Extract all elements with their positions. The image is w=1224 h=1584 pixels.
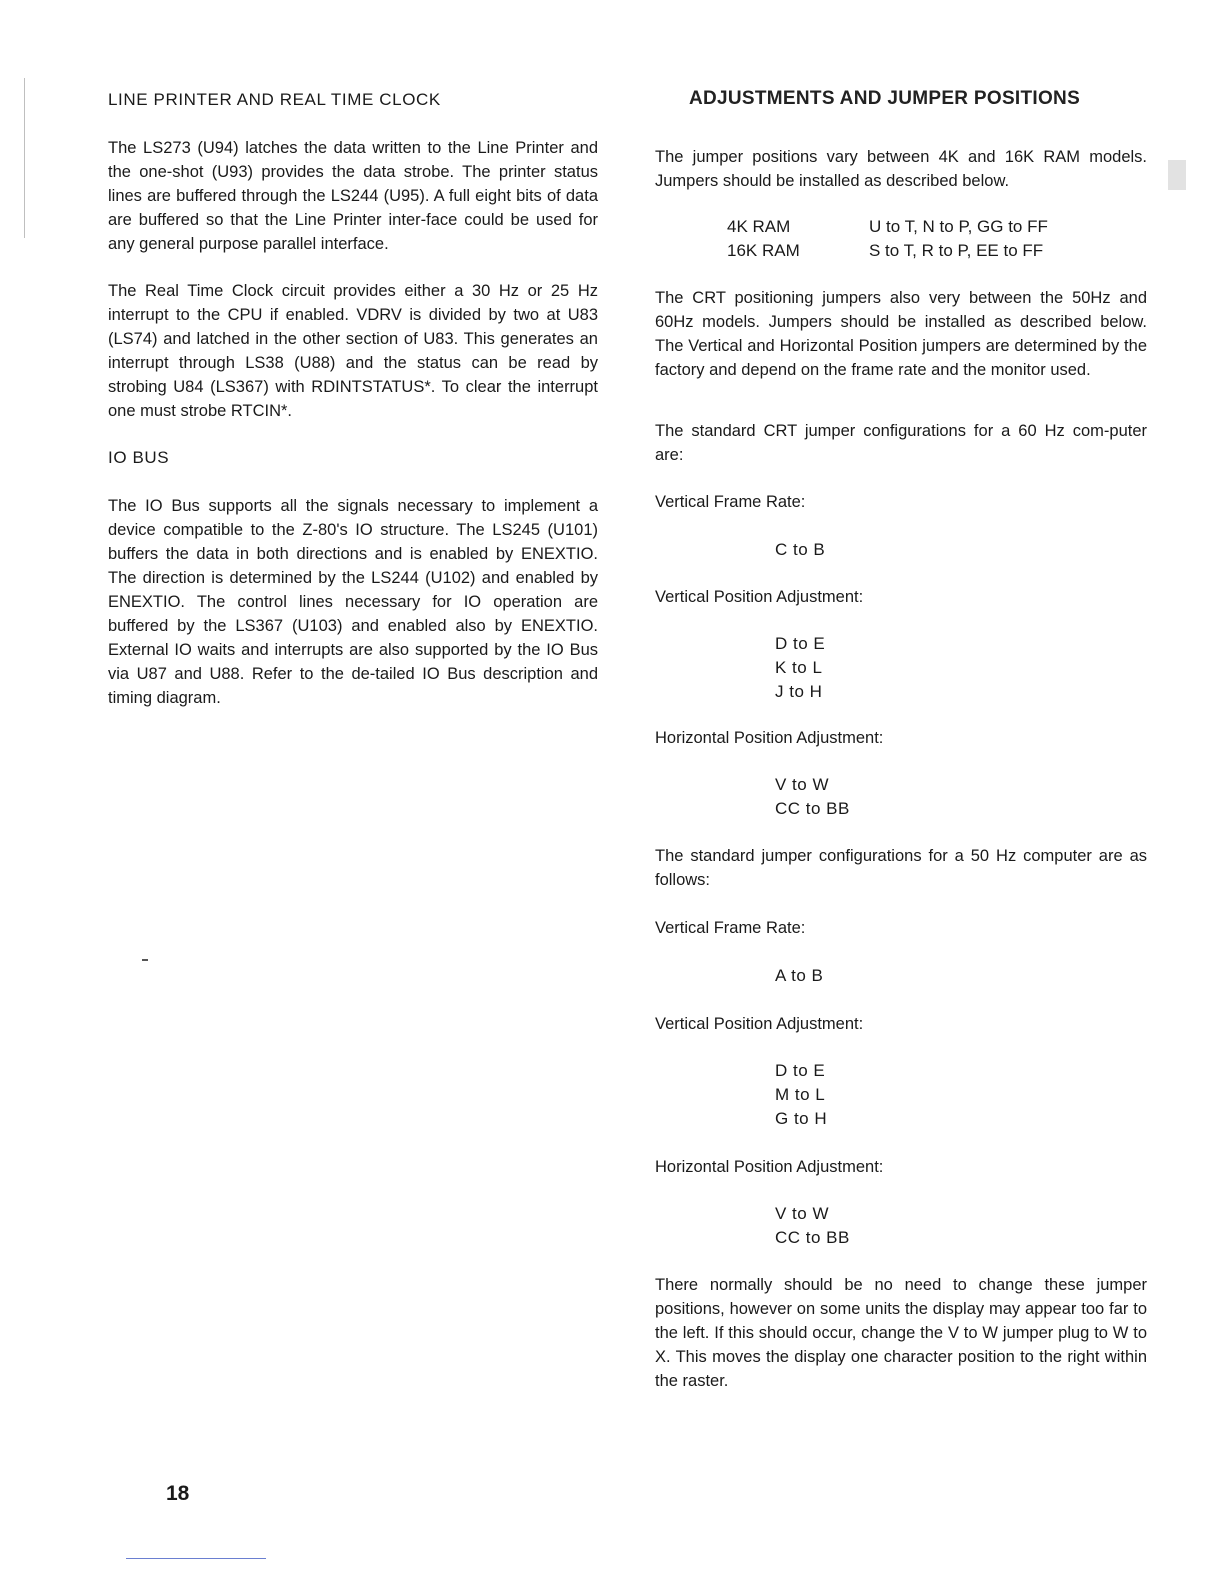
vertical-frame-rate-label-50hz: Vertical Frame Rate: (655, 919, 806, 937)
footer-rule (126, 1558, 266, 1559)
jumper-setting: A to B (775, 966, 824, 985)
jumper-setting: D to E (775, 634, 826, 653)
page-number: 18 (166, 1482, 190, 1505)
jumper-intro-paragraph: The jumper positions vary between 4K and 16K RAM models. Jumpers should be installed as described below. (655, 148, 1147, 190)
jumper-setting: J to H (775, 682, 823, 701)
vertical-frame-rate-label-60hz: Vertical Frame Rate: (655, 493, 806, 511)
section-title-io-bus: IO BUS (108, 448, 170, 467)
real-time-clock-paragraph: The Real Time Clock circuit provides either a 30 Hz or 25 Hz interrupt to the CPU if enabled. VDRV is divided by two at U83 (LS74) and latched in the other section of U83. This generates an interrupt through LS38 (U88) and the status can be read by strobing U84 (LS367) with RDINTSTATUS*. To clear the interrupt one must strobe RTCIN*. (108, 282, 598, 420)
line-printer-paragraph: The LS273 (U94) latches the data written to the Line Printer and the one-shot (U93) provides the data strobe. The printer status lines are buffered through the LS244 (U95). A full eight bits of data are buffered so that the Line Printer inter-face could be used for any general purpose parallel interface. (108, 139, 598, 253)
ram-model: 4K RAM (727, 217, 791, 236)
horizontal-position-label-50hz: Horizontal Position Adjustment: (655, 1158, 884, 1176)
vertical-position-label-50hz: Vertical Position Adjustment: (655, 1015, 864, 1033)
io-bus-paragraph: The IO Bus supports all the signals necessary to implement a device compatible to the Z-80's IO structure. The LS245 (U101) buffers the data in both directions and is enabled by ENEXTIO. The direction is determined by the LS244 (U102) and enabled by ENEXTIO. The control lines necessary for IO operation are buffered by the LS367 (U103) and enabled also by ENEXTIO. External IO waits and interrupts are also supported by the IO Bus via U87 and U88. Refer to the de-tailed IO Bus description and timing diagram. (108, 497, 598, 707)
ram-jumpers: U to T, N to P, GG to FF (869, 217, 1048, 236)
ram-model: 16K RAM (727, 241, 800, 260)
vertical-position-jumpers-50hz (655, 1059, 1147, 1131)
scan-speck (142, 959, 148, 961)
vertical-position-jumpers-60hz (655, 632, 1147, 704)
ram-row (655, 239, 1147, 263)
scan-edge-mark (24, 78, 25, 238)
closing-paragraph: There normally should be no need to change these jumper positions, however on some units the display may appear too far to the left. If this should occur, change the V to W jumper plug to W to X. This moves the display one character position to the right within the raster. (655, 1276, 1147, 1390)
jumper-setting: K to L (775, 658, 823, 677)
scan-edge-mark (1168, 160, 1186, 190)
standard-60hz-paragraph: The standard CRT jumper configurations for a 60 Hz com-puter are: (655, 422, 1147, 464)
jumper-setting: CC to BB (775, 1228, 850, 1247)
horizontal-position-jumpers-50hz (655, 1202, 1147, 1250)
ram-row (655, 215, 1147, 239)
horizontal-position-label-60hz: Horizontal Position Adjustment: (655, 729, 884, 747)
ram-jumper-table (655, 215, 1147, 263)
jumper-setting: D to E (775, 1061, 826, 1080)
page-title: ADJUSTMENTS AND JUMPER POSITIONS (689, 88, 1081, 109)
jumper-setting: CC to BB (775, 799, 850, 818)
vertical-frame-rate-jumpers-50hz (655, 964, 1147, 988)
jumper-setting: C to B (775, 540, 826, 559)
standard-50hz-paragraph: The standard jumper configurations for a 50 Hz computer are as follows: (655, 847, 1147, 889)
horizontal-position-jumpers-60hz (655, 773, 1147, 821)
section-title-line-printer: LINE PRINTER AND REAL TIME CLOCK (108, 90, 441, 109)
jumper-setting: G to H (775, 1109, 828, 1128)
jumper-setting: V to W (775, 775, 830, 794)
vertical-position-label-60hz: Vertical Position Adjustment: (655, 588, 864, 606)
jumper-setting: M to L (775, 1085, 826, 1104)
ram-jumpers: S to T, R to P, EE to FF (869, 241, 1044, 260)
jumper-setting: V to W (775, 1204, 830, 1223)
vertical-frame-rate-jumpers-60hz (655, 538, 1147, 562)
crt-positioning-paragraph: The CRT positioning jumpers also very between the 50Hz and 60Hz models. Jumpers should be installed as described below. The Vertical and Horizontal Position jumpers are determined by the factory and depend on the frame rate and the monitor used. (655, 289, 1147, 379)
